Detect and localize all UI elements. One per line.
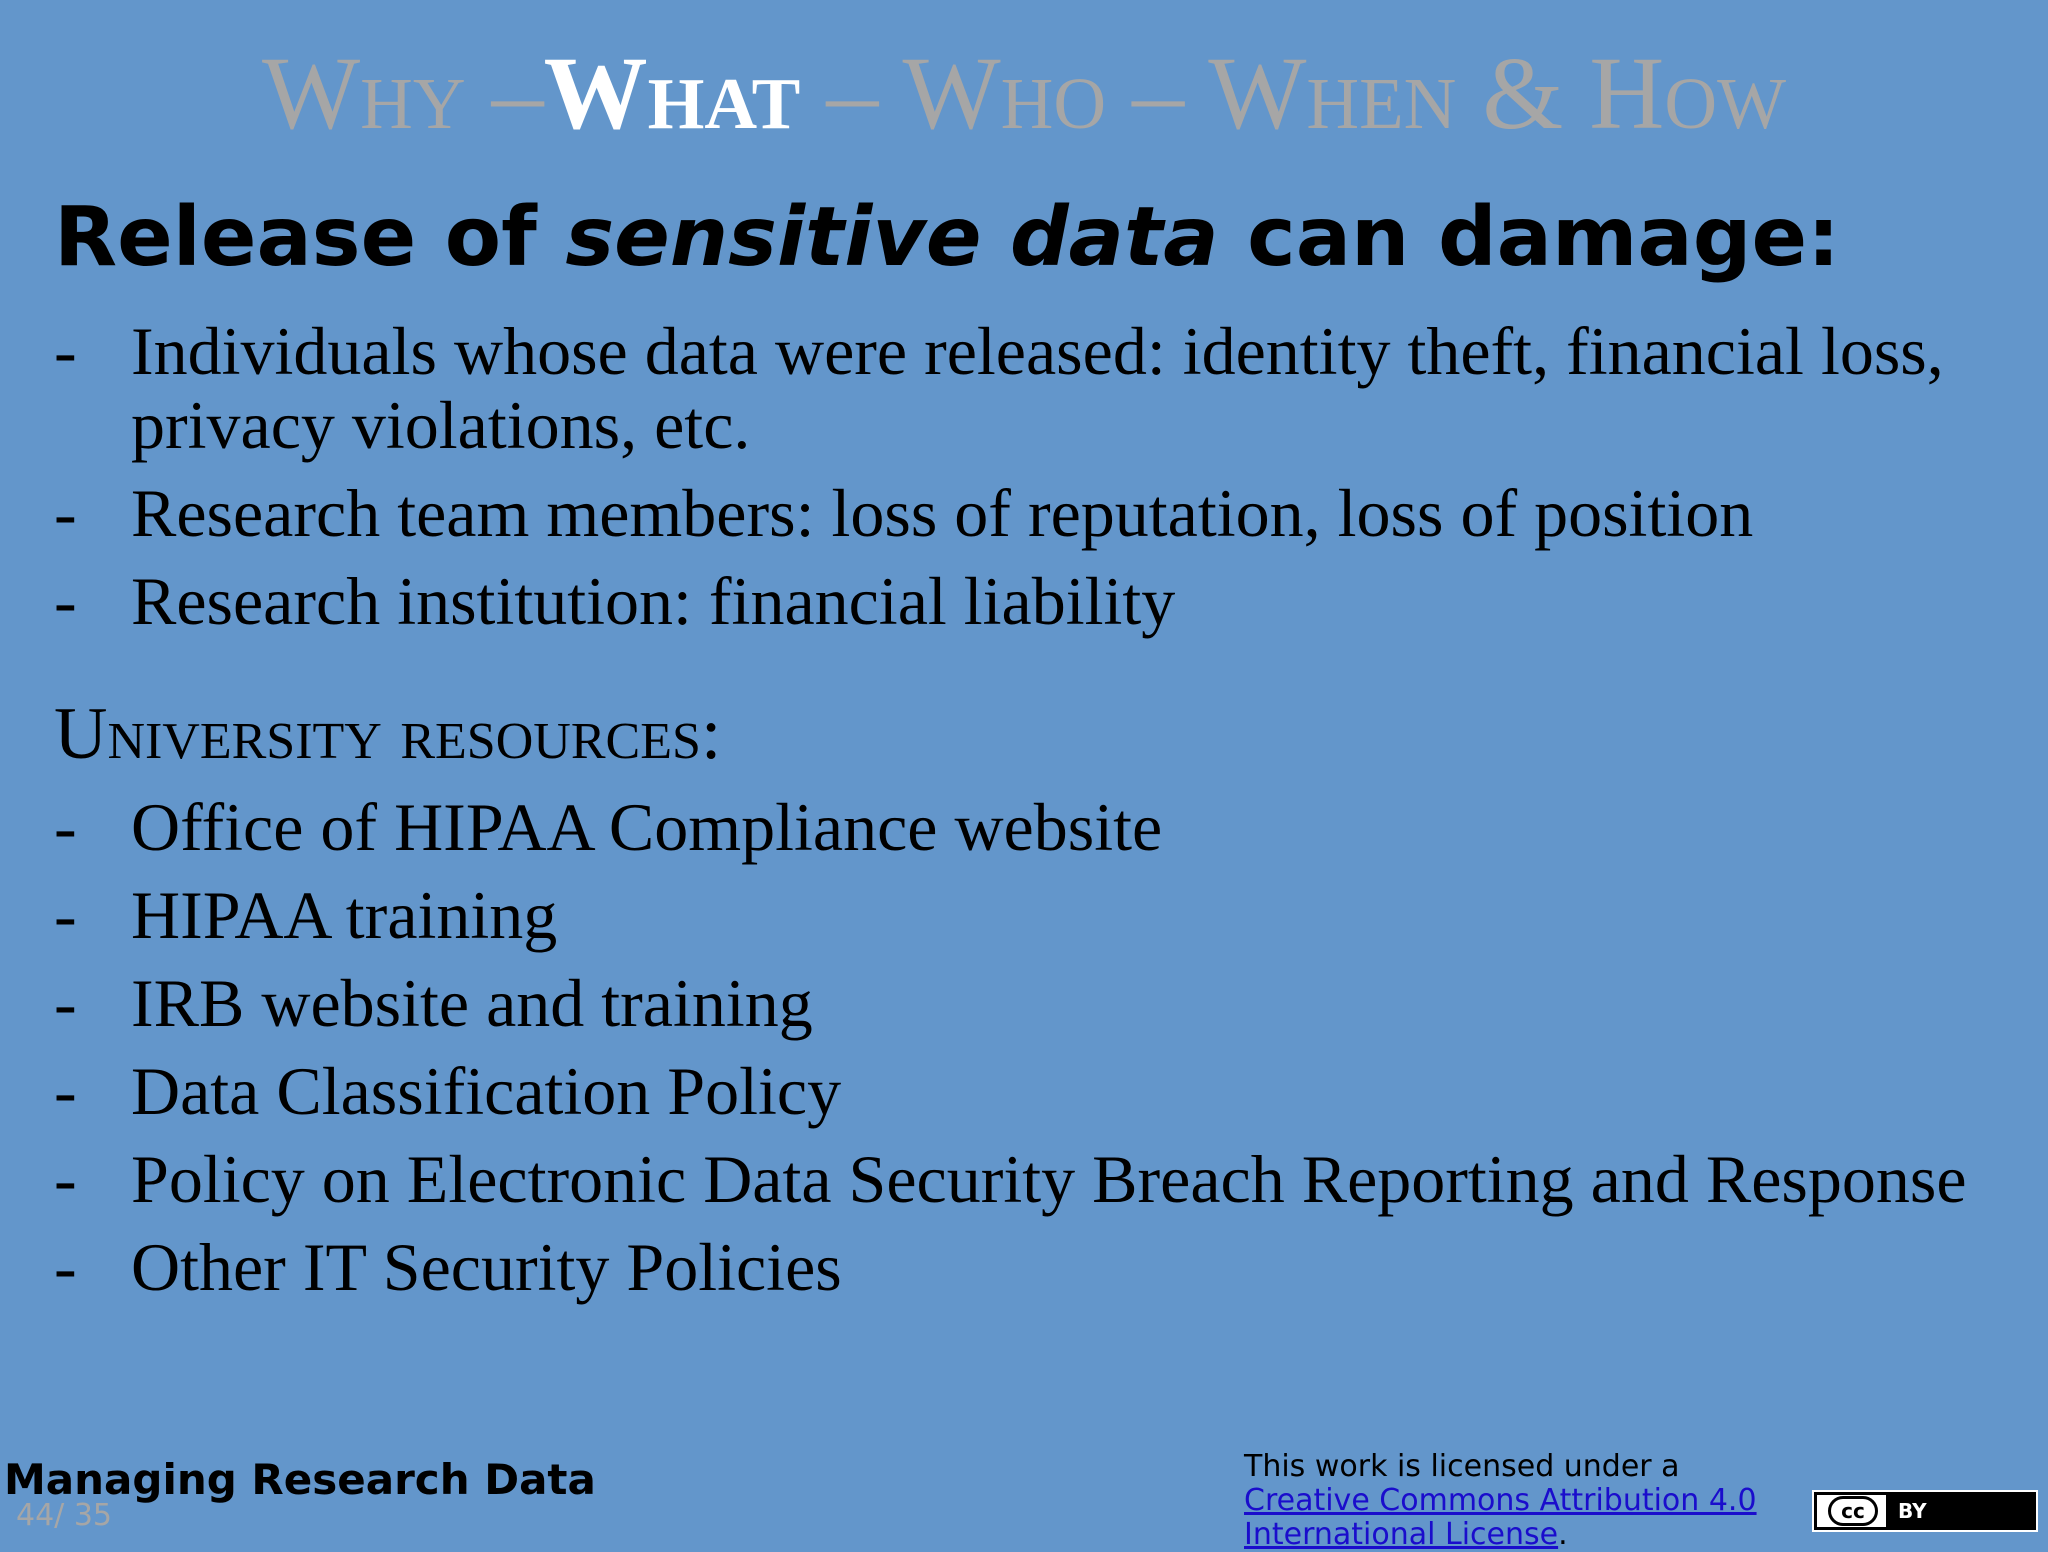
slide-heading — [54, 188, 1840, 288]
by-label: BY — [1886, 1495, 2033, 1527]
license-notice — [1244, 1450, 1784, 1552]
list-item — [54, 1054, 2031, 1128]
nav-what-active: What — [543, 36, 801, 151]
resources-list — [54, 790, 2031, 1318]
list-item — [54, 476, 2031, 550]
bullet-dash: - — [54, 1141, 77, 1217]
list-item-text: Data Classification Policy — [131, 1053, 842, 1129]
list-item — [54, 790, 2031, 864]
list-item-text: Research institution: financial liability — [131, 563, 1176, 639]
list-item-text: Individuals whose data were released: identity theft, financial loss, privacy violations, etc. — [131, 313, 1944, 463]
cc-by-badge-icon[interactable] — [1812, 1490, 2038, 1532]
list-item-text: Other IT Security Policies — [131, 1229, 842, 1305]
list-item-text: Policy on Electronic Data Security Breach Reporting and Response — [131, 1141, 1967, 1217]
list-item — [54, 1142, 2031, 1216]
license-prefix: This work is licensed under a — [1244, 1449, 1680, 1484]
license-suffix: . — [1558, 1517, 1568, 1552]
heading-emphasis: sensitive data — [565, 190, 1219, 285]
bullet-dash: - — [54, 965, 77, 1041]
section-navigation-title — [0, 36, 2048, 152]
bullet-dash: - — [54, 563, 77, 639]
resources-heading: University resources: — [54, 693, 722, 775]
damage-list — [54, 314, 2031, 638]
license-link[interactable]: Creative Commons Attribution 4.0 International License — [1244, 1483, 1757, 1552]
list-item-text: IRB website and training — [131, 965, 813, 1041]
bullet-dash: - — [54, 877, 77, 953]
list-item — [54, 564, 2031, 638]
list-item — [54, 966, 2031, 1040]
list-item — [54, 1230, 2031, 1304]
nav-why: Why – — [261, 36, 544, 151]
footer-title: Managing Research Data — [4, 1455, 596, 1504]
bullet-dash: - — [54, 313, 77, 389]
list-item — [54, 314, 2031, 462]
list-item-text: Research team members: loss of reputation, loss of position — [131, 475, 1754, 551]
heading-part-3: can damage: — [1218, 190, 1840, 285]
bullet-dash: - — [54, 1229, 77, 1305]
bullet-dash: - — [54, 1053, 77, 1129]
bullet-dash: - — [54, 789, 77, 865]
bullet-dash: - — [54, 475, 77, 551]
list-item-text: HIPAA training — [131, 877, 558, 953]
list-item — [54, 878, 2031, 952]
list-item-text: Office of HIPAA Compliance website — [131, 789, 1163, 865]
heading-part-1: Release of — [54, 190, 566, 285]
cc-logo-icon: cc — [1828, 1496, 1878, 1526]
page-number: 44/ 35 — [16, 1498, 112, 1533]
nav-who-when-how: – Who – When & How — [800, 36, 1787, 151]
